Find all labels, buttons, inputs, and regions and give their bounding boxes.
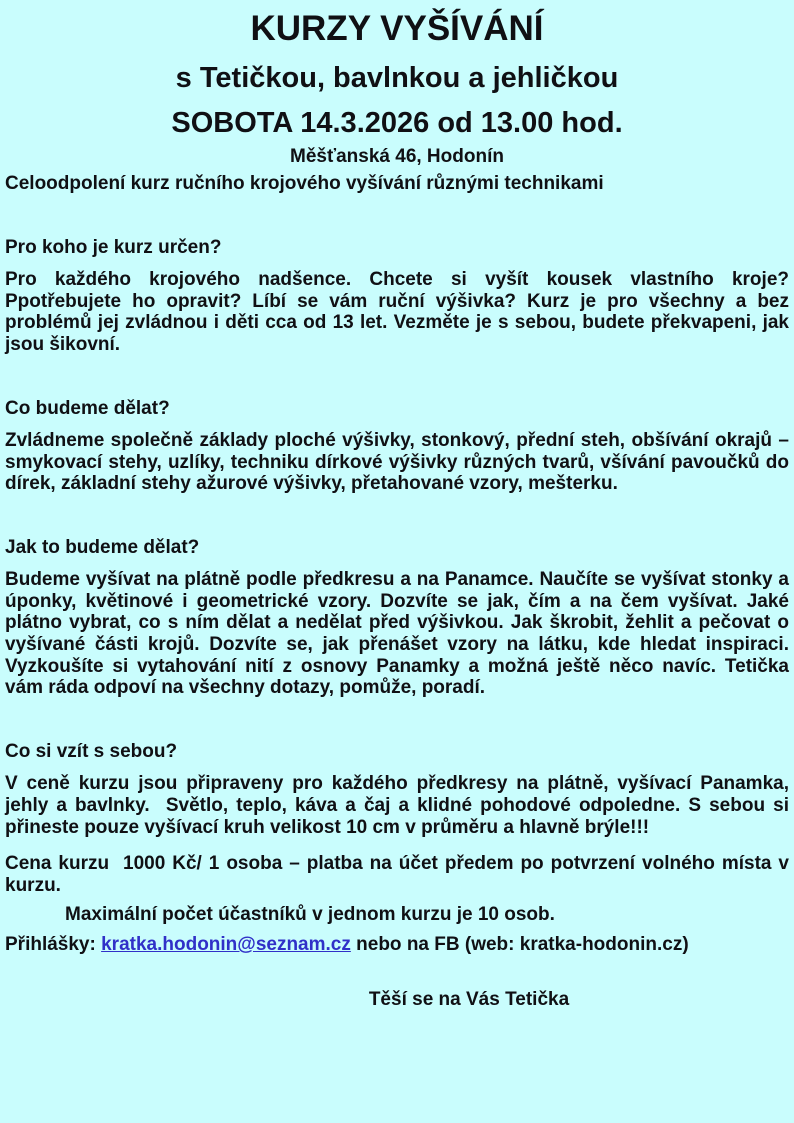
section-heading-co-si-vzit: Co si vzít s sebou?: [5, 741, 178, 763]
section-co-budeme: [5, 398, 789, 495]
page-title: KURZY VYŠÍVÁNÍ: [250, 9, 544, 48]
contact-suffix: nebo na FB (web: kratka-hodonin.cz): [350, 934, 689, 956]
price-text: Cena kurzu 1000 Kč/ 1 osoba – platba na účet předem po potvrzení volného místa v kurzu.: [5, 853, 789, 896]
section-body-pro-koho: Pro každého krojového nadšence. Chcete si vyšít kousek vlastního kroje? Ppotřebujete ho opravit? Líbí se vám ruční výšivka? Kurz je pro všechny a bez problémů jej zvládnou i děti cca od 13 let. Vezměte je s sebou, budete překvapeni, jak jsou šikovní.: [5, 269, 789, 356]
event-address: Měšťanská 46, Hodonín: [290, 146, 504, 167]
subtitle: s Tetičkou, bavlnkou a jehličkou: [175, 62, 619, 94]
section-body-jak-budeme: Budeme vyšívat na plátně podle předkresu a na Panamce. Naučíte se vyšívat stonky a úponky, květinové i geometrické vzory. Dozvíte se jak, čím a na čem vyšívat. Jaké plátno vybrat, co s ním dělat a nedělat před výšivkou. Jak škrobit, žehlit a pečovat o vyšívané části krojů. Dozvíte se, jak přenášet vzory na látku, kde hledat inspiraci. Vyzkoušíte si vytahování nití z osnovy Panamky a možná ještě něco navíc. Tetička vám ráda odpoví na všechny dotazy, pomůže, poradí.: [5, 568, 789, 699]
section-body-co-si-vzit: V ceně kurzu jsou připraveny pro každého předkresy na plátně, vyšívací Panamka, jehly a bavlnky. Světlo, teplo, káva a čaj a klidné pohodové odpoledne. S sebou si přineste pouze vyšívací kruh velikost 10 cm v průměru a hlavně brýle!!!: [5, 773, 789, 838]
contact-line: [5, 934, 789, 956]
event-datetime: SOBOTA 14.3.2026 od 13.00 hod.: [171, 107, 623, 139]
section-body-co-budeme: Zvládneme společně základy ploché výšivky, stonkový, přední steh, obšívání okrajů – smykovací stehy, uzlíky, techniku dírkové výšivky různých tvarů, všívání pavoučků do dírek, základní stehy ažurové výšivky, přetahované vzory, mešterku.: [5, 429, 789, 495]
section-pro-koho: [5, 237, 789, 356]
closing-text: Těší se na Vás Tetička: [368, 989, 570, 1011]
lead-text: Celoodpolení kurz ručního krojového vyšívání různými technikami: [5, 173, 604, 194]
section-co-si-vzit: [5, 741, 789, 838]
email-link[interactable]: kratka.hodonin@seznam.cz: [101, 934, 351, 956]
section-jak-budeme: [5, 537, 789, 699]
section-heading-pro-koho: Pro koho je kurz určen?: [5, 237, 222, 258]
section-heading-co-budeme: Co budeme dělat?: [5, 397, 170, 419]
contact-prefix: Přihlášky:: [5, 934, 102, 956]
section-heading-jak-budeme: Jak to budeme dělat?: [5, 536, 200, 558]
capacity-text: Maximální počet účastníků v jednom kurzu je 10 osob.: [65, 903, 555, 925]
